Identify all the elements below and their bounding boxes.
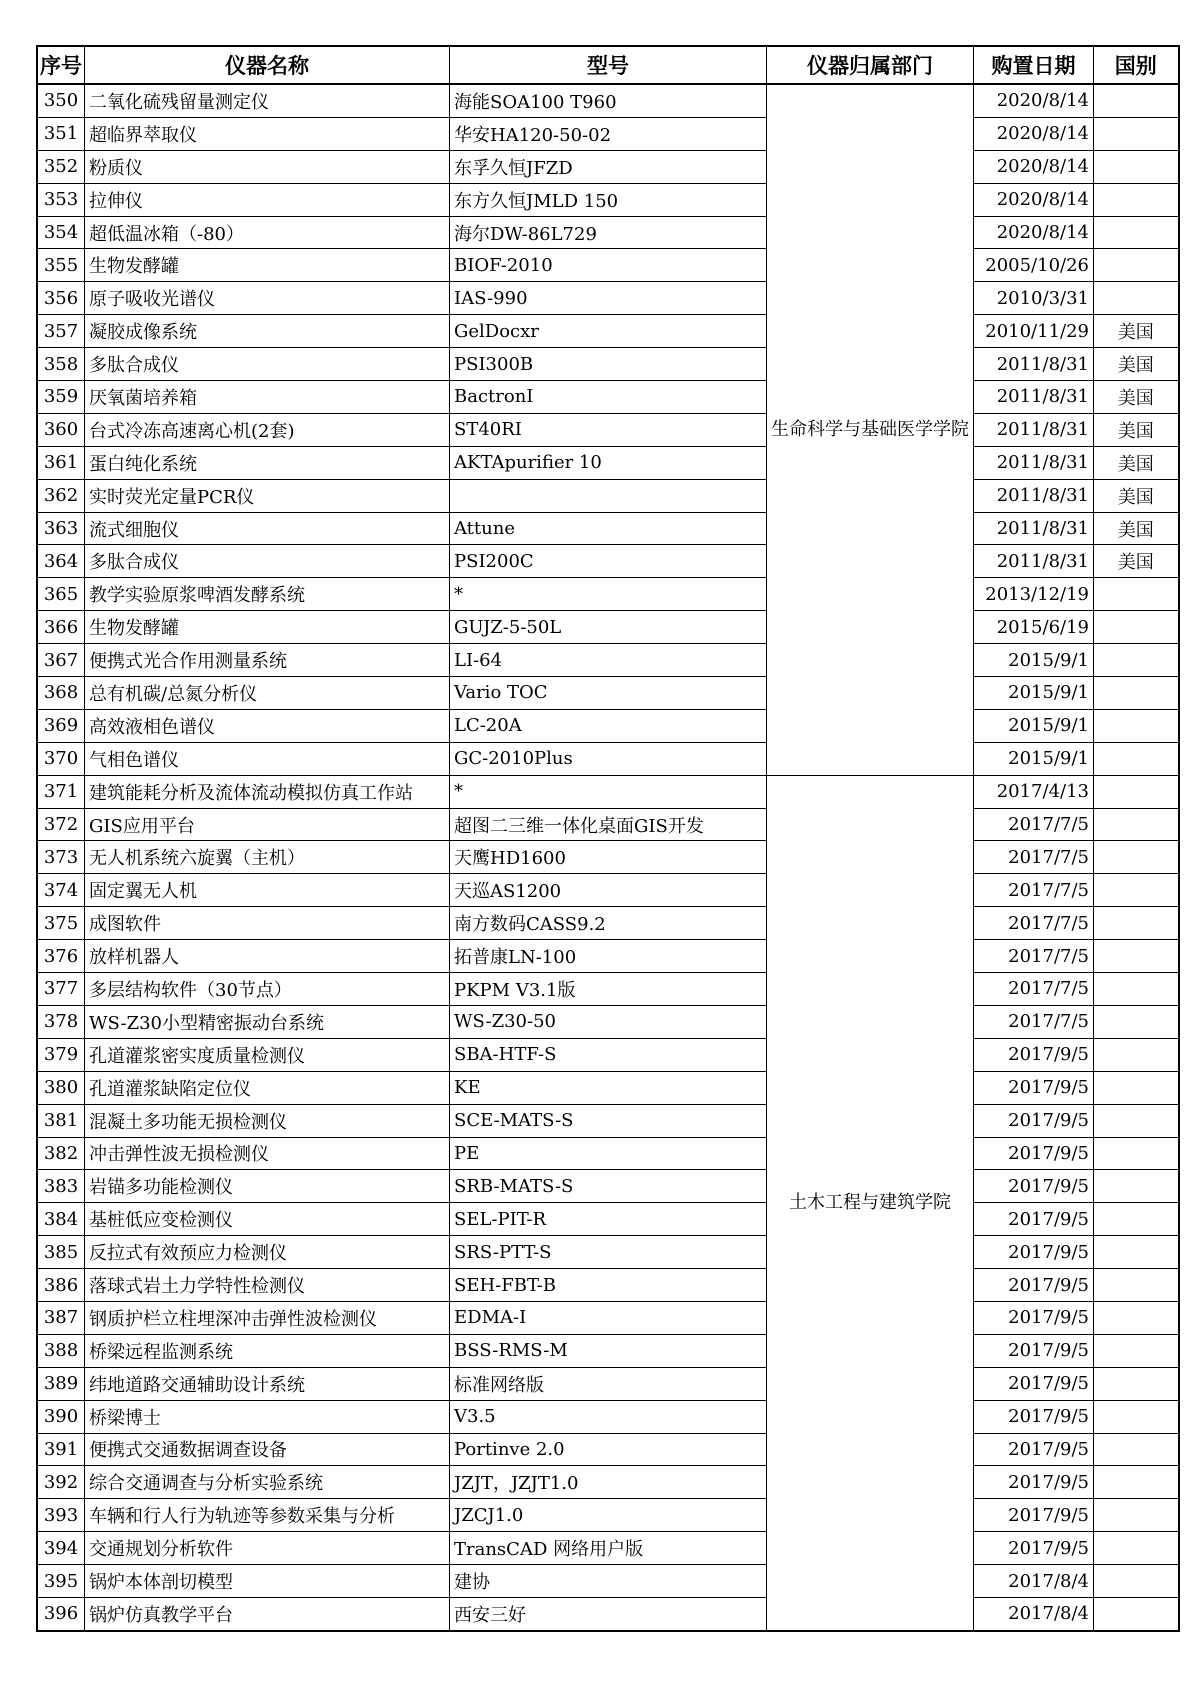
instrument-model: LC-20A [450, 709, 767, 742]
instrument-name: 多肽合成仪 [85, 545, 450, 578]
instrument-name: 高效液相色谱仪 [85, 709, 450, 742]
instrument-model: BSS-RMS-M [450, 1334, 767, 1367]
instrument-model: WS-Z30-50 [450, 1005, 767, 1038]
purchase-date: 2017/9/5 [974, 1170, 1094, 1203]
purchase-date: 2020/8/14 [974, 84, 1094, 117]
instrument-model: GelDocxr [450, 315, 767, 348]
country-cell: 美国 [1094, 315, 1179, 348]
row-number: 356 [37, 282, 85, 315]
country-cell [1094, 907, 1179, 940]
country-cell [1094, 1005, 1179, 1038]
country-cell [1094, 644, 1179, 677]
header-model: 型号 [450, 46, 767, 84]
table-row [37, 545, 1179, 578]
country-cell [1094, 1532, 1179, 1565]
country-cell [1094, 1433, 1179, 1466]
row-number: 350 [37, 84, 85, 117]
instrument-name: 反拉式有效预应力检测仪 [85, 1236, 450, 1269]
country-cell [1094, 1499, 1179, 1532]
header-no: 序号 [37, 46, 85, 84]
purchase-date: 2010/3/31 [974, 282, 1094, 315]
table-row [37, 1400, 1179, 1433]
instrument-name: 冲击弹性波无损检测仪 [85, 1137, 450, 1170]
instrument-name: 总有机碳/总氮分析仪 [85, 677, 450, 710]
country-cell [1094, 216, 1179, 249]
instrument-name: 气相色谱仪 [85, 742, 450, 775]
instrument-model: PSI200C [450, 545, 767, 578]
instrument-name: WS-Z30小型精密振动台系统 [85, 1005, 450, 1038]
row-number: 363 [37, 512, 85, 545]
table-row [37, 1597, 1179, 1630]
instrument-model: * [450, 775, 767, 808]
table-row [37, 1466, 1179, 1499]
purchase-date: 2017/8/4 [974, 1565, 1094, 1598]
table-row [37, 874, 1179, 907]
country-cell [1094, 282, 1179, 315]
table-row [37, 1269, 1179, 1302]
country-cell: 美国 [1094, 512, 1179, 545]
instrument-name: 超临界萃取仪 [85, 117, 450, 150]
country-cell [1094, 1301, 1179, 1334]
instrument-name: 岩锚多功能检测仪 [85, 1170, 450, 1203]
instrument-model: IAS-990 [450, 282, 767, 315]
row-number: 395 [37, 1565, 85, 1598]
instrument-table [36, 45, 1180, 1632]
country-cell [1094, 874, 1179, 907]
instrument-model: GC-2010Plus [450, 742, 767, 775]
row-number: 394 [37, 1532, 85, 1565]
table-row [37, 1170, 1179, 1203]
table-row [37, 117, 1179, 150]
instrument-name: 孔道灌浆缺陷定位仪 [85, 1071, 450, 1104]
row-number: 371 [37, 775, 85, 808]
instrument-name: 车辆和行人行为轨迹等参数采集与分析 [85, 1499, 450, 1532]
country-cell [1094, 117, 1179, 150]
instrument-name: 厌氧菌培养箱 [85, 381, 450, 414]
row-number: 361 [37, 446, 85, 479]
instrument-name: 落球式岩土力学特性检测仪 [85, 1269, 450, 1302]
country-cell [1094, 841, 1179, 874]
instrument-name: 流式细胞仪 [85, 512, 450, 545]
country-cell [1094, 150, 1179, 183]
purchase-date: 2020/8/14 [974, 183, 1094, 216]
row-number: 370 [37, 742, 85, 775]
country-cell [1094, 1137, 1179, 1170]
instrument-name: 纬地道路交通辅助设计系统 [85, 1367, 450, 1400]
purchase-date: 2011/8/31 [974, 413, 1094, 446]
instrument-model: ST40RⅠ [450, 413, 767, 446]
purchase-date: 2011/8/31 [974, 381, 1094, 414]
purchase-date: 2015/6/19 [974, 611, 1094, 644]
country-cell [1094, 1400, 1179, 1433]
instrument-model: * [450, 578, 767, 611]
instrument-name: 凝胶成像系统 [85, 315, 450, 348]
instrument-model: Portinve 2.0 [450, 1433, 767, 1466]
purchase-date: 2017/9/5 [974, 1269, 1094, 1302]
row-number: 384 [37, 1203, 85, 1236]
table-row [37, 1367, 1179, 1400]
table-row [37, 1104, 1179, 1137]
row-number: 374 [37, 874, 85, 907]
row-number: 376 [37, 940, 85, 973]
table-row [37, 1137, 1179, 1170]
country-cell [1094, 940, 1179, 973]
row-number: 368 [37, 677, 85, 710]
purchase-date: 2011/8/31 [974, 479, 1094, 512]
instrument-name: 便携式光合作用测量系统 [85, 644, 450, 677]
instrument-name: 蛋白纯化系统 [85, 446, 450, 479]
table-row [37, 348, 1179, 381]
table-row [37, 1334, 1179, 1367]
country-cell [1094, 1170, 1179, 1203]
instrument-model: TransCAD 网络用户版 [450, 1532, 767, 1565]
country-cell [1094, 1203, 1179, 1236]
instrument-name: 孔道灌浆密实度质量检测仪 [85, 1038, 450, 1071]
purchase-date: 2017/7/5 [974, 1005, 1094, 1038]
purchase-date: 2020/8/14 [974, 150, 1094, 183]
instrument-model: 超图二三维一体化桌面GIS开发 [450, 808, 767, 841]
purchase-date: 2017/9/5 [974, 1071, 1094, 1104]
instrument-name: 成图软件 [85, 907, 450, 940]
table-row [37, 381, 1179, 414]
instrument-name: 生物发酵罐 [85, 249, 450, 282]
country-cell [1094, 1071, 1179, 1104]
country-cell [1094, 1367, 1179, 1400]
row-number: 382 [37, 1137, 85, 1170]
instrument-model: Attune [450, 512, 767, 545]
purchase-date: 2017/7/5 [974, 841, 1094, 874]
instrument-name: 固定翼无人机 [85, 874, 450, 907]
table-row [37, 775, 1179, 808]
table-row [37, 578, 1179, 611]
instrument-name: 锅炉仿真教学平台 [85, 1597, 450, 1630]
instrument-name: 混凝土多功能无损检测仪 [85, 1104, 450, 1137]
purchase-date: 2017/7/5 [974, 874, 1094, 907]
purchase-date: 2020/8/14 [974, 216, 1094, 249]
table-row [37, 677, 1179, 710]
instrument-model: 南方数码CASS9.2 [450, 907, 767, 940]
instrument-model: LI-64 [450, 644, 767, 677]
purchase-date: 2015/9/1 [974, 644, 1094, 677]
instrument-name: 基桩低应变检测仪 [85, 1203, 450, 1236]
table-row [37, 611, 1179, 644]
table-row [37, 84, 1179, 117]
instrument-model: 东方久恒JMLD 150 [450, 183, 767, 216]
table-row [37, 1565, 1179, 1598]
purchase-date: 2017/9/5 [974, 1104, 1094, 1137]
instrument-model: JZCJ1.0 [450, 1499, 767, 1532]
row-number: 352 [37, 150, 85, 183]
table-body [37, 84, 1179, 1631]
instrument-name: 交通规划分析软件 [85, 1532, 450, 1565]
row-number: 387 [37, 1301, 85, 1334]
table-row [37, 446, 1179, 479]
table-row [37, 1433, 1179, 1466]
country-cell [1094, 677, 1179, 710]
table-row [37, 249, 1179, 282]
country-cell [1094, 1236, 1179, 1269]
instrument-model: 建协 [450, 1565, 767, 1598]
row-number: 367 [37, 644, 85, 677]
country-cell [1094, 611, 1179, 644]
table-row [37, 1532, 1179, 1565]
table-row [37, 1301, 1179, 1334]
row-number: 364 [37, 545, 85, 578]
country-cell [1094, 1334, 1179, 1367]
row-number: 353 [37, 183, 85, 216]
instrument-name: GIS应用平台 [85, 808, 450, 841]
instrument-model: 天巡AS1200 [450, 874, 767, 907]
purchase-date: 2010/11/29 [974, 315, 1094, 348]
row-number: 378 [37, 1005, 85, 1038]
instrument-name: 粉质仪 [85, 150, 450, 183]
country-cell [1094, 1597, 1179, 1630]
table-row [37, 479, 1179, 512]
row-number: 358 [37, 348, 85, 381]
table-row [37, 742, 1179, 775]
instrument-model: 海能SOA100 T960 [450, 84, 767, 117]
instrument-model: GUJZ-5-50L [450, 611, 767, 644]
instrument-model: PKPM V3.1版 [450, 973, 767, 1006]
row-number: 355 [37, 249, 85, 282]
department-cell: 生命科学与基础医学学院 [767, 84, 974, 775]
instrument-name: 无人机系统六旋翼（主机） [85, 841, 450, 874]
table-row [37, 1005, 1179, 1038]
row-number: 392 [37, 1466, 85, 1499]
header-name: 仪器名称 [85, 46, 450, 84]
purchase-date: 2011/8/31 [974, 348, 1094, 381]
table-row [37, 841, 1179, 874]
row-number: 396 [37, 1597, 85, 1630]
instrument-name: 实时荧光定量PCR仪 [85, 479, 450, 512]
instrument-model: PE [450, 1137, 767, 1170]
row-number: 377 [37, 973, 85, 1006]
purchase-date: 2020/8/14 [974, 117, 1094, 150]
row-number: 357 [37, 315, 85, 348]
country-cell [1094, 84, 1179, 117]
table-row [37, 940, 1179, 973]
country-cell [1094, 1565, 1179, 1598]
instrument-model: 华安HA120-50-02 [450, 117, 767, 150]
instrument-model: AKTApurifier 10 [450, 446, 767, 479]
instrument-name: 锅炉本体剖切模型 [85, 1565, 450, 1598]
row-number: 375 [37, 907, 85, 940]
country-cell [1094, 183, 1179, 216]
instrument-model: 东孚久恒JFZD [450, 150, 767, 183]
purchase-date: 2017/7/5 [974, 940, 1094, 973]
country-cell: 美国 [1094, 348, 1179, 381]
row-number: 390 [37, 1400, 85, 1433]
instrument-model: JZJT，JZJT1.0 [450, 1466, 767, 1499]
purchase-date: 2017/9/5 [974, 1433, 1094, 1466]
header-date: 购置日期 [974, 46, 1094, 84]
purchase-date: 2017/7/5 [974, 808, 1094, 841]
purchase-date: 2015/9/1 [974, 742, 1094, 775]
purchase-date: 2017/9/5 [974, 1301, 1094, 1334]
country-cell: 美国 [1094, 545, 1179, 578]
purchase-date: 2017/9/5 [974, 1499, 1094, 1532]
instrument-name: 二氧化硫残留量测定仪 [85, 84, 450, 117]
country-cell [1094, 249, 1179, 282]
country-cell: 美国 [1094, 381, 1179, 414]
header-country: 国别 [1094, 46, 1179, 84]
table-row [37, 709, 1179, 742]
instrument-model: 天鹰HD1600 [450, 841, 767, 874]
row-number: 386 [37, 1269, 85, 1302]
country-cell [1094, 1038, 1179, 1071]
instrument-model: SRB-MATS-S [450, 1170, 767, 1203]
instrument-model: PSI300B [450, 348, 767, 381]
instrument-model: SBA-HTF-S [450, 1038, 767, 1071]
country-cell [1094, 742, 1179, 775]
instrument-model: BactronⅠ [450, 381, 767, 414]
purchase-date: 2017/9/5 [974, 1532, 1094, 1565]
table-row [37, 1499, 1179, 1532]
purchase-date: 2011/8/31 [974, 545, 1094, 578]
instrument-model: 西安三好 [450, 1597, 767, 1630]
country-cell [1094, 1466, 1179, 1499]
row-number: 365 [37, 578, 85, 611]
instrument-name: 便携式交通数据调查设备 [85, 1433, 450, 1466]
instrument-name: 综合交通调查与分析实验系统 [85, 1466, 450, 1499]
row-number: 369 [37, 709, 85, 742]
row-number: 372 [37, 808, 85, 841]
table-row [37, 808, 1179, 841]
table-row [37, 644, 1179, 677]
row-number: 366 [37, 611, 85, 644]
purchase-date: 2017/9/5 [974, 1203, 1094, 1236]
instrument-name: 桥梁博士 [85, 1400, 450, 1433]
row-number: 389 [37, 1367, 85, 1400]
purchase-date: 2015/9/1 [974, 709, 1094, 742]
purchase-date: 2017/9/5 [974, 1137, 1094, 1170]
table-row [37, 150, 1179, 183]
row-number: 381 [37, 1104, 85, 1137]
row-number: 383 [37, 1170, 85, 1203]
instrument-name: 建筑能耗分析及流体流动模拟仿真工作站 [85, 775, 450, 808]
instrument-model [450, 479, 767, 512]
instrument-model: V3.5 [450, 1400, 767, 1433]
table-row [37, 973, 1179, 1006]
purchase-date: 2017/9/5 [974, 1400, 1094, 1433]
purchase-date: 2017/9/5 [974, 1038, 1094, 1071]
country-cell [1094, 709, 1179, 742]
country-cell [1094, 1269, 1179, 1302]
table-row [37, 1071, 1179, 1104]
instrument-name: 原子吸收光谱仪 [85, 282, 450, 315]
instrument-model: 海尔DW-86L729 [450, 216, 767, 249]
country-cell [1094, 1104, 1179, 1137]
purchase-date: 2013/12/19 [974, 578, 1094, 611]
country-cell [1094, 808, 1179, 841]
row-number: 391 [37, 1433, 85, 1466]
table-row [37, 413, 1179, 446]
row-number: 388 [37, 1334, 85, 1367]
instrument-name: 拉伸仪 [85, 183, 450, 216]
table-row [37, 512, 1179, 545]
table-row [37, 216, 1179, 249]
country-cell: 美国 [1094, 446, 1179, 479]
country-cell: 美国 [1094, 413, 1179, 446]
table-row [37, 1203, 1179, 1236]
purchase-date: 2017/9/5 [974, 1466, 1094, 1499]
instrument-name: 多层结构软件（30节点） [85, 973, 450, 1006]
country-cell [1094, 578, 1179, 611]
table-row [37, 907, 1179, 940]
country-cell [1094, 775, 1179, 808]
row-number: 373 [37, 841, 85, 874]
instrument-name: 放样机器人 [85, 940, 450, 973]
instrument-name: 台式冷冻高速离心机(2套) [85, 413, 450, 446]
header-dept: 仪器归属部门 [767, 46, 974, 84]
purchase-date: 2017/9/5 [974, 1367, 1094, 1400]
department-cell: 土木工程与建筑学院 [767, 775, 974, 1631]
row-number: 354 [37, 216, 85, 249]
table-row [37, 183, 1179, 216]
purchase-date: 2005/10/26 [974, 249, 1094, 282]
purchase-date: 2017/7/5 [974, 907, 1094, 940]
purchase-date: 2017/7/5 [974, 973, 1094, 1006]
table-row [37, 1236, 1179, 1269]
instrument-model: KE [450, 1071, 767, 1104]
table-row [37, 282, 1179, 315]
instrument-name: 多肽合成仪 [85, 348, 450, 381]
purchase-date: 2017/9/5 [974, 1334, 1094, 1367]
purchase-date: 2017/4/13 [974, 775, 1094, 808]
instrument-name: 超低温冰箱（-80） [85, 216, 450, 249]
instrument-model: SEH-FBT-B [450, 1269, 767, 1302]
country-cell [1094, 973, 1179, 1006]
country-cell: 美国 [1094, 479, 1179, 512]
instrument-model: SEL-PIT-R [450, 1203, 767, 1236]
instrument-model: 拓普康LN-100 [450, 940, 767, 973]
instrument-model: SCE-MATS-S [450, 1104, 767, 1137]
row-number: 393 [37, 1499, 85, 1532]
table-row [37, 315, 1179, 348]
purchase-date: 2017/9/5 [974, 1236, 1094, 1269]
table-row [37, 1038, 1179, 1071]
row-number: 379 [37, 1038, 85, 1071]
instrument-name: 教学实验原浆啤酒发酵系统 [85, 578, 450, 611]
row-number: 380 [37, 1071, 85, 1104]
instrument-name: 桥梁远程监测系统 [85, 1334, 450, 1367]
instrument-model: 标准网络版 [450, 1367, 767, 1400]
instrument-model: SRS-PTT-S [450, 1236, 767, 1269]
row-number: 360 [37, 413, 85, 446]
purchase-date: 2015/9/1 [974, 677, 1094, 710]
row-number: 351 [37, 117, 85, 150]
row-number: 359 [37, 381, 85, 414]
row-number: 362 [37, 479, 85, 512]
instrument-model: Vario TOC [450, 677, 767, 710]
instrument-model: EDMA-I [450, 1301, 767, 1334]
row-number: 385 [37, 1236, 85, 1269]
instrument-model: BIOF-2010 [450, 249, 767, 282]
purchase-date: 2011/8/31 [974, 446, 1094, 479]
purchase-date: 2017/8/4 [974, 1597, 1094, 1630]
instrument-name: 生物发酵罐 [85, 611, 450, 644]
header-row [37, 46, 1179, 84]
purchase-date: 2011/8/31 [974, 512, 1094, 545]
instrument-name: 钢质护栏立柱埋深冲击弹性波检测仪 [85, 1301, 450, 1334]
